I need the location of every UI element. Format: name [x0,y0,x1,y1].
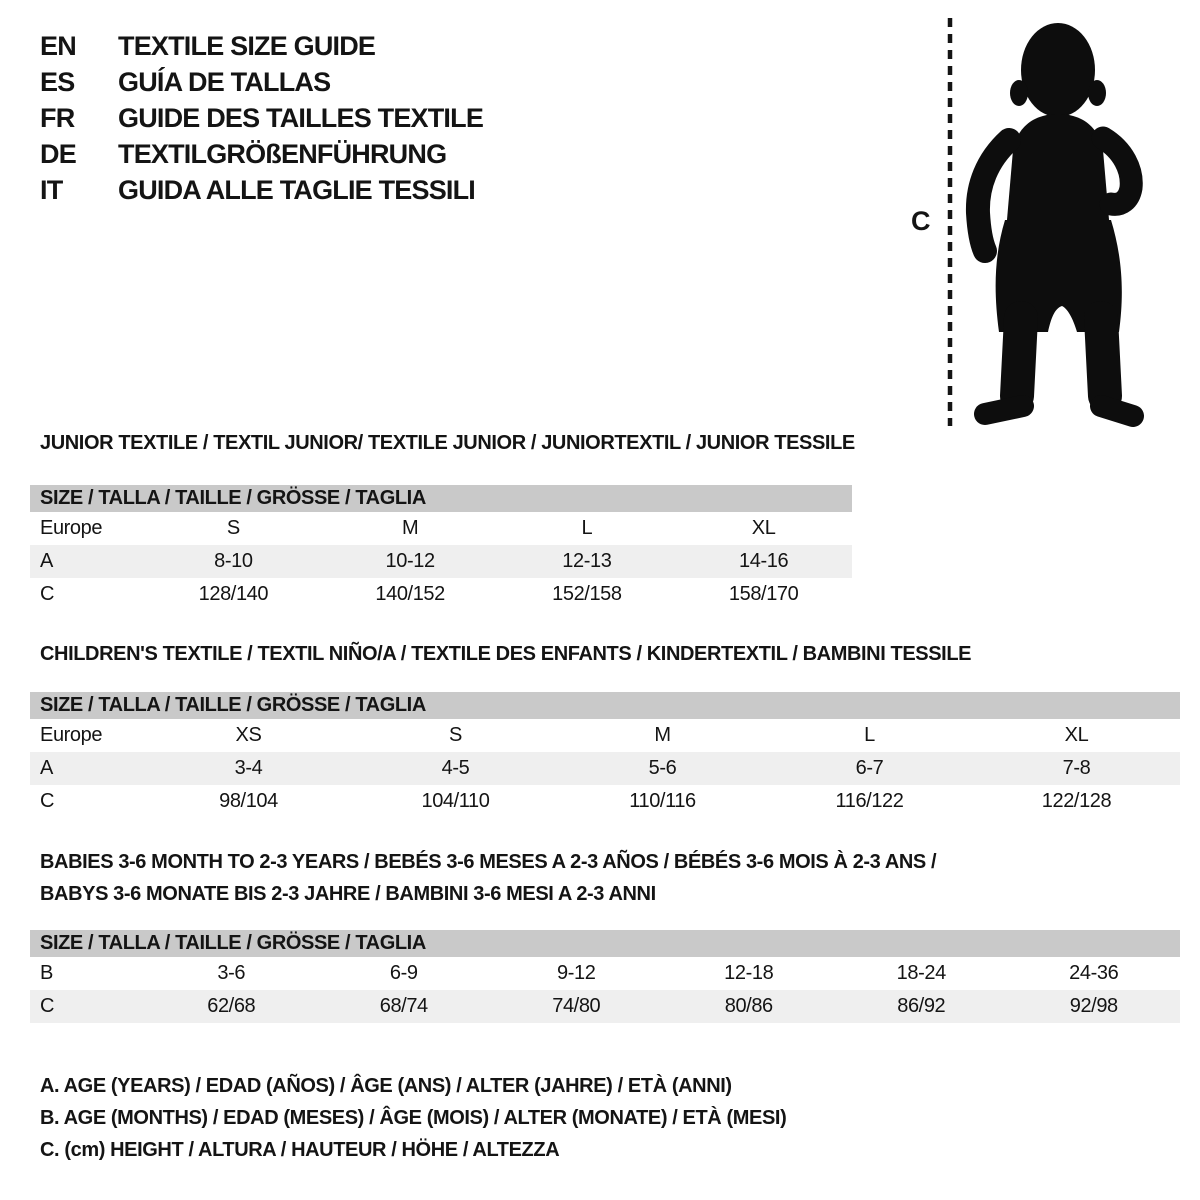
size-cell: L [864,724,875,746]
height-cell: 68/74 [379,995,428,1017]
size-cell: M [654,724,671,746]
age-cell: 7-8 [1062,757,1091,779]
language-code: FR [40,102,75,133]
table-row [30,957,1180,990]
table-row [30,785,1180,818]
babies-section-title [40,846,936,910]
guide-title: GUIDE DES TAILLES TEXTILE [118,102,484,133]
size-cell: XS [235,724,262,746]
height-cell: 158/170 [728,583,799,605]
junior-size-table [30,485,852,611]
children-size-table [30,692,1180,818]
legend-line-c: C. (cm) HEIGHT / ALTURA / HAUTEUR / HÖHE / ALTEZZA [40,1139,560,1161]
age-cell: 5-6 [648,757,677,779]
height-cell: 62/68 [207,995,256,1017]
language-code: ES [40,66,75,97]
babies-size-header: SIZE / TALLA / TAILLE / GRÖSSE / TAGLIA [30,930,1180,957]
language-row [40,100,483,136]
height-cell: 86/92 [897,995,946,1017]
guide-title: GUÍA DE TALLAS [118,66,331,97]
height-cell: 98/104 [219,790,278,812]
figure-area [905,8,1155,442]
babies-title-line-1: BABIES 3-6 MONTH TO 2-3 YEARS / BEBÉS 3-6 MESES A 2-3 AÑOS / BÉBÉS 3-6 MOIS À 2-3 ANS / [40,851,937,873]
age-cell: 12-18 [724,962,774,984]
babies-title-line-2: BABYS 3-6 MONATE BIS 2-3 JAHRE / BAMBINI 3-6 MESI A 2-3 ANNI [40,883,656,905]
height-cell: 92/98 [1069,995,1118,1017]
height-measure-label: C [911,206,930,236]
age-cell: 8-10 [214,550,253,572]
language-row [40,136,483,172]
children-section-title: CHILDREN'S TEXTILE / TEXTIL NIÑO/A / TEXTILE DES ENFANTS / KINDERTEXTIL / BAMBINI TESSILE [40,643,972,665]
table-row [30,752,1180,785]
size-cell: XL [1064,724,1089,746]
row-label: Europe [40,724,103,746]
junior-size-header: SIZE / TALLA / TAILLE / GRÖSSE / TAGLIA [30,485,852,512]
age-cell: 6-9 [389,962,418,984]
babies-size-table [30,930,1180,1023]
table-row [30,719,1180,752]
size-cell: L [581,517,593,539]
age-cell: 24-36 [1069,962,1119,984]
guide-title: TEXTILGRÖßENFÜHRUNG [118,138,447,169]
language-row [40,28,483,64]
size-cell: M [401,517,419,539]
row-label: B [40,962,53,984]
age-cell: 4-5 [441,757,470,779]
junior-section-title: JUNIOR TEXTILE / TEXTIL JUNIOR/ TEXTILE JUNIOR / JUNIORTEXTIL / JUNIOR TESSILE [40,432,855,454]
size-cell: XL [751,517,776,539]
language-title-list [40,28,483,208]
age-cell: 12-13 [562,550,612,572]
child-silhouette-icon [978,23,1133,416]
language-code: EN [40,30,76,61]
language-code: IT [40,174,63,205]
language-code: DE [40,138,76,169]
measure-legend [40,1070,786,1166]
age-cell: 6-7 [855,757,884,779]
legend-line-a: A. AGE (YEARS) / EDAD (AÑOS) / ÂGE (ANS) / ALTER (JAHRE) / ETÀ (ANNI) [40,1075,732,1097]
row-label: A [40,757,53,779]
table-row [30,512,852,545]
height-cell: 152/158 [552,583,622,605]
language-row [40,64,483,100]
language-row [40,172,483,208]
row-label: A [40,550,53,572]
legend-line-b: B. AGE (MONTHS) / EDAD (MESES) / ÂGE (MOIS) / ALTER (MONATE) / ETÀ (MESI) [40,1107,787,1129]
height-cell: 80/86 [724,995,773,1017]
age-cell: 3-6 [217,962,246,984]
children-size-header: SIZE / TALLA / TAILLE / GRÖSSE / TAGLIA [30,692,1180,719]
height-cell: 116/122 [835,790,904,812]
size-cell: S [226,517,240,539]
table-row [30,545,852,578]
size-cell: S [449,724,462,746]
guide-title: TEXTILE SIZE GUIDE [118,30,376,61]
age-cell: 18-24 [896,962,946,984]
figure-graphic [905,8,1155,442]
height-cell: 140/152 [375,583,445,605]
table-row [30,990,1180,1023]
row-label: C [40,995,55,1017]
height-cell: 74/80 [552,995,601,1017]
age-cell: 14-16 [739,550,789,572]
age-cell: 9-12 [557,962,596,984]
height-cell: 128/140 [198,583,269,605]
row-label: C [40,583,55,605]
row-label: C [40,790,55,812]
guide-title: GUIDA ALLE TAGLIE TESSILI [118,174,475,205]
height-cell: 110/116 [629,790,696,812]
height-cell: 122/128 [1041,790,1112,812]
age-cell: 3-4 [234,757,263,779]
row-label: Europe [40,517,103,539]
table-row [30,578,852,611]
age-cell: 10-12 [385,550,435,572]
height-cell: 104/110 [421,790,490,812]
